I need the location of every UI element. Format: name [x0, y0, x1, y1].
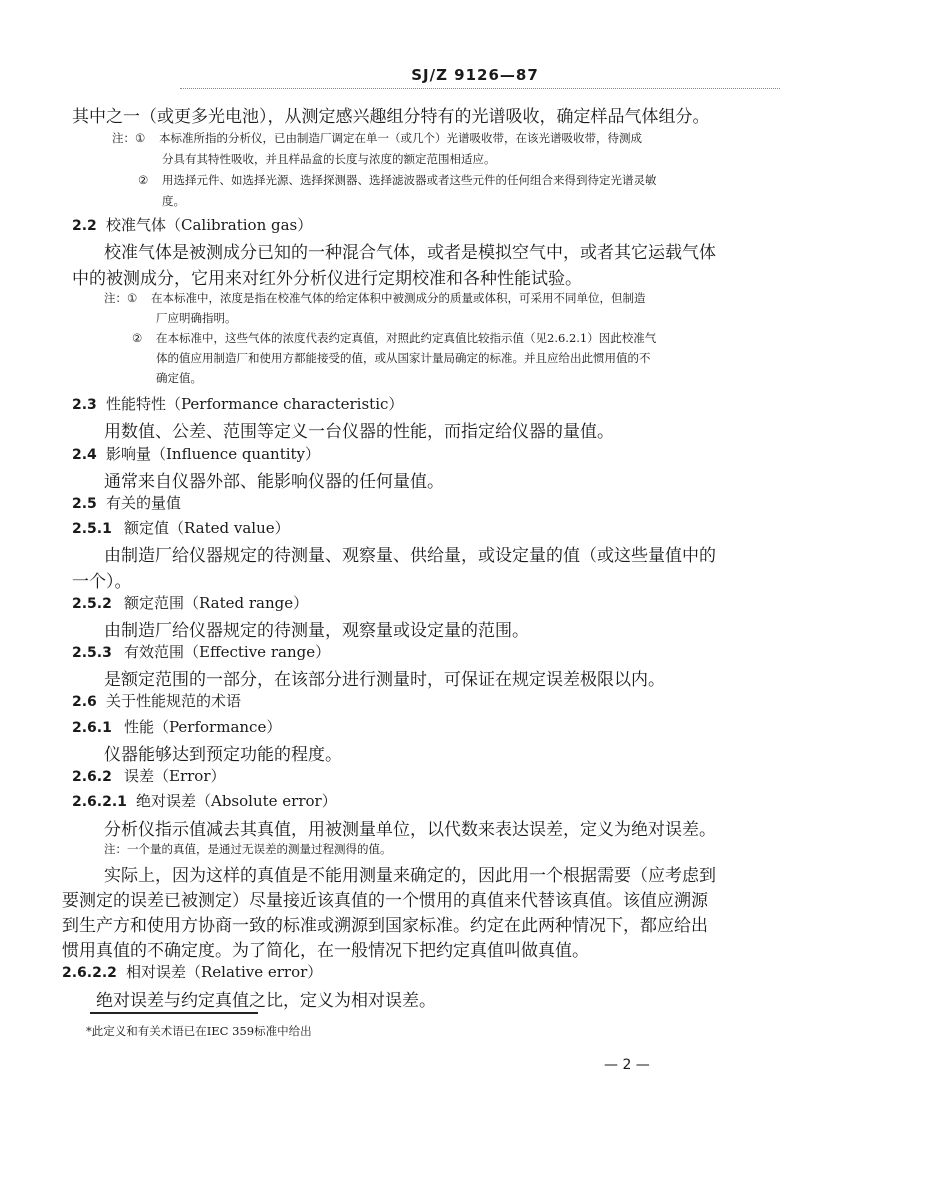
paragraph-line: 用数值、公差、范围等定义一台仪器的性能，而指定给仪器的量值。	[104, 422, 614, 442]
note-line: ② 在本标准中，这些气体的浓度代表约定真值，对照此约定真值比较指示值（见2.6.2.1）因此校准气	[132, 331, 657, 345]
note-line: 注：一个量的真值，是通过无误差的测量过程测得的值。	[104, 842, 392, 856]
paragraph-line: 惯用真值的不确定度。为了简化，在一般情况下把约定真值叫做真值。	[62, 941, 589, 961]
note-line: 注：① 本标准所指的分析仪，已由制造厂调定在单一（或几个）光谱吸收带，在该光谱吸收带，待测成	[112, 131, 642, 145]
paragraph-line: 分析仪指示值减去其真值，用被测量单位，以代数来表达误差，定义为绝对误差。	[104, 820, 716, 840]
paragraph-line: 由制造厂给仪器规定的待测量、观察量、供给量，或设定量的值（或这些量值中的	[104, 546, 716, 566]
note-line: 注：① 在本标准中，浓度是指在校准气体的给定体积中被测成分的质量或体积，可采用不同单位，但制造	[104, 291, 646, 305]
note-line: ② 用选择元件、如选择光源、选择探测器、选择滤波器或者这些元件的任何组合来得到待定光谱灵敏	[138, 173, 657, 187]
note-line: 分具有其特性吸收，并且样品盒的长度与浓度的额定范围相适应。	[162, 152, 496, 166]
paragraph-line: 校准气体是被测成分已知的一种混合气体，或者是模拟空气中，或者其它运载气体	[104, 243, 716, 263]
note-line: 体的值应用制造厂和使用方都能接受的值，或从国家计量局确定的标准。并且应给出此惯用值的不	[156, 351, 651, 365]
section-heading: 2.5.3 有效范围（Effective range）	[72, 643, 331, 661]
section-heading: 2.5 有关的量值	[72, 494, 182, 512]
page-number: — 2 —	[604, 1057, 650, 1073]
paragraph-line: 要测定的误差已被测定）尽量接近该真值的一个惯用的真值来代替该真值。该值应溯源	[62, 891, 708, 911]
section-heading: 2.6.2 误差（Error）	[72, 767, 226, 785]
section-heading: 2.6.2.2 相对误差（Relative error）	[62, 963, 323, 981]
header-rule	[180, 88, 780, 89]
note-line: 度。	[162, 194, 185, 208]
section-heading: 2.6 关于性能规范的术语	[72, 692, 242, 710]
section-heading: 2.5.1 额定值（Rated value）	[72, 519, 290, 537]
footnote-rule	[90, 1012, 258, 1014]
paragraph-line: 仪器能够达到预定功能的程度。	[104, 745, 342, 765]
paragraph-line: 实际上，因为这样的真值是不能用测量来确定的，因此用一个根据需要（应考虑到	[104, 866, 716, 886]
section-heading: 2.5.2 额定范围（Rated range）	[72, 594, 309, 612]
paragraph-line: 中的被测成分，它用来对红外分析仪进行定期校准和各种性能试验。	[72, 269, 582, 289]
paragraph-line: 其中之一（或更多光电池），从测定感兴趣组分特有的光谱吸收，确定样品气体组分。	[72, 107, 710, 127]
note-line: 确定值。	[156, 371, 202, 385]
footnote: *此定义和有关术语已在IEC 359标准中给出	[86, 1024, 312, 1038]
section-heading: 2.6.1 性能（Performance）	[72, 718, 282, 736]
note-line: 厂应明确指明。	[156, 311, 237, 325]
standard-code-header: SJ/Z 9126—87	[411, 66, 539, 84]
paragraph-line: 绝对误差与约定真值之比，定义为相对误差。	[96, 991, 436, 1011]
section-heading: 2.6.2.1 绝对误差（Absolute error）	[72, 792, 337, 810]
paragraph-line: 通常来自仪器外部、能影响仪器的任何量值。	[104, 472, 444, 492]
section-heading: 2.4 影响量（Influence quantity）	[72, 445, 321, 463]
section-heading: 2.3 性能特性（Performance characteristic）	[72, 395, 404, 413]
paragraph-line: 由制造厂给仪器规定的待测量，观察量或设定量的范围。	[104, 621, 529, 641]
section-heading: 2.2 校准气体（Calibration gas）	[72, 216, 313, 234]
paragraph-line: 到生产方和使用方协商一致的标准或溯源到国家标准。约定在此两种情况下，都应给出	[62, 916, 708, 936]
paragraph-line: 一个）。	[72, 572, 132, 592]
paragraph-line: 是额定范围的一部分，在该部分进行测量时，可保证在规定误差极限以内。	[104, 670, 665, 690]
